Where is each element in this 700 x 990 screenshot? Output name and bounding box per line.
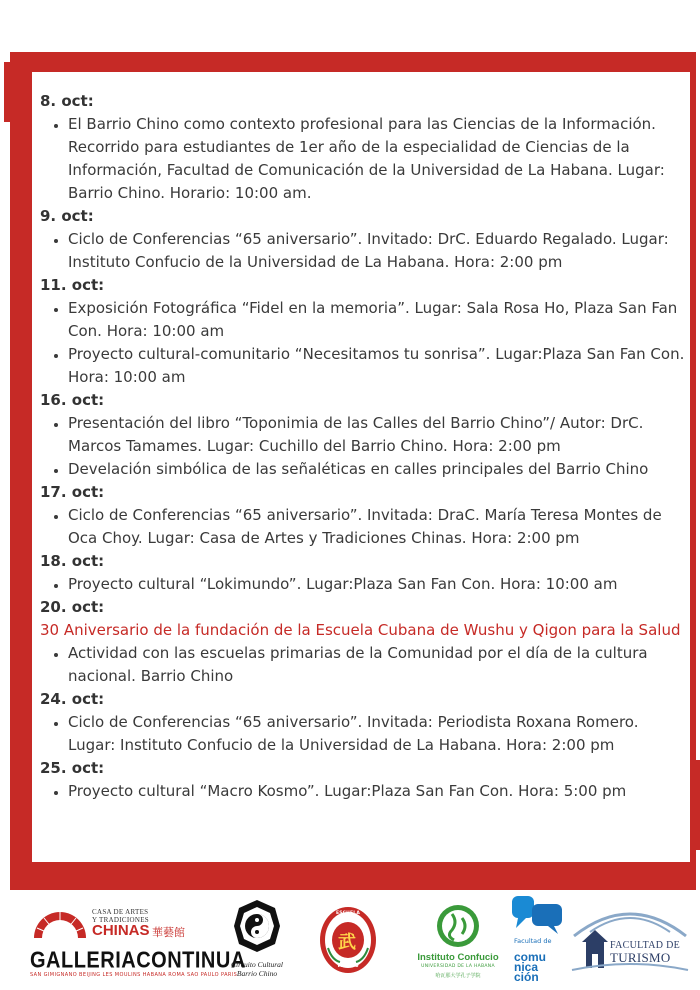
circuito-line2: Barrio Chino xyxy=(236,969,278,978)
day-block xyxy=(40,389,690,481)
confucio-sub: UNIVERSIDAD DE LA HABANA xyxy=(421,964,495,969)
escuela-wushu-logo xyxy=(318,900,378,975)
sponsor-logos xyxy=(0,890,700,990)
event-item: • Ciclo de Conferencias “65 aniversario”. Invitada: Periodista Roxana Romero. Lugar: Instituto Confucio de la Universidad de La Habana. Hora: 2:00 pm xyxy=(68,711,690,757)
event-list xyxy=(40,228,690,274)
event-schedule xyxy=(40,90,690,803)
casa-line1: CASA DE ARTES xyxy=(92,908,149,916)
event-item: • Proyecto cultural-comunitario “Necesitamos tu sonrisa”. Lugar:Plaza San Fan Con. Hora: 10:00 am xyxy=(68,343,690,389)
event-item: • Develación simbólica de las señaléticas en calles principales del Barrio Chino xyxy=(68,458,690,481)
casa-line2: Y TRADICIONES xyxy=(92,916,149,924)
day-date: 9. oct: xyxy=(40,207,94,225)
circuito-line1: Circuito Cultural xyxy=(230,960,284,969)
confucio-emblem-icon xyxy=(436,904,480,948)
event-item: • Ciclo de Conferencias “65 aniversario”. Invitado: DrC. Eduardo Regalado. Lugar: Instituto Confucio de la Universidad de La Habana. Hora: 2:00 pm xyxy=(68,228,690,274)
day-date: 25. oct: xyxy=(40,759,105,777)
comunicacion-big3: ción xyxy=(514,970,539,984)
turismo-line1: FACULTAD DE xyxy=(610,940,681,951)
wushu-glyph: 武 xyxy=(338,932,356,953)
fan-icon xyxy=(30,906,90,940)
day-block xyxy=(40,481,690,550)
bagua-icon xyxy=(232,898,282,954)
event-list xyxy=(40,642,690,688)
day-block xyxy=(40,757,690,803)
event-list xyxy=(40,573,690,596)
casa-chinese: 華藝館 xyxy=(152,926,185,939)
wushu-sub: WUSHU xyxy=(337,963,359,969)
event-list xyxy=(40,412,690,481)
event-item: • Proyecto cultural “Lokimundo”. Lugar:Plaza San Fan Con. Hora: 10:00 am xyxy=(68,573,690,596)
event-item: • Exposición Fotográfica “Fidel en la memoria”. Lugar: Sala Rosa Ho, Plaza San Fan Con. Hora: 10:00 am xyxy=(68,297,690,343)
day-block xyxy=(40,596,690,688)
turismo-emblem-icon xyxy=(570,898,690,978)
circuito-cultural-logo xyxy=(232,898,282,988)
facultad-turismo-logo xyxy=(570,898,690,978)
day-block xyxy=(40,274,690,389)
day-block xyxy=(40,90,690,205)
day-date: 8. oct: xyxy=(40,92,94,110)
galleria-name: GALLERIACONTINUA xyxy=(30,948,246,974)
day-date: 17. oct: xyxy=(40,483,105,501)
casa-name: CHINAS xyxy=(92,922,150,939)
day-date: 18. oct: xyxy=(40,552,105,570)
event-list xyxy=(40,711,690,757)
day-date: 20. oct: xyxy=(40,598,105,616)
day-block xyxy=(40,688,690,757)
wushu-name: ESCUELA CUBANA xyxy=(335,911,361,921)
event-list xyxy=(40,113,690,205)
event-item: • Ciclo de Conferencias “65 aniversario”. Invitada: DraC. María Teresa Montes de Oca Choy. Lugar: Casa de Artes y Tradiciones Chinas. Hora: 2:00 pm xyxy=(68,504,690,550)
day-block xyxy=(40,550,690,596)
event-item: • Proyecto cultural “Macro Kosmo”. Lugar:Plaza San Fan Con. Hora: 5:00 pm xyxy=(68,780,690,803)
confucio-chinese: 哈瓦那大学孔子学院 xyxy=(435,973,481,979)
confucio-name: Instituto Confucio xyxy=(417,952,499,963)
day-date: 16. oct: xyxy=(40,391,105,409)
day-date: 11. oct: xyxy=(40,276,105,294)
galleria-cities: SAN GIMIGNANO BEIJING LES MOULINS HABANA ROMA SAO PAULO PARIS xyxy=(30,972,238,978)
comunicacion-big1: comu xyxy=(514,950,547,964)
speech-bubbles-icon xyxy=(510,894,566,936)
galleria-continua-logo xyxy=(30,948,246,978)
comunicacion-line1: Facultad de xyxy=(514,937,552,945)
day-block xyxy=(40,205,690,274)
event-list xyxy=(40,504,690,550)
turismo-line2: TURISMO xyxy=(610,950,671,965)
event-list xyxy=(40,297,690,389)
event-item: • El Barrio Chino como contexto profesional para las Ciencias de la Información. Recorrido para estudiantes de 1er año de la especialidad de Ciencias de la Información, Facultad de Comunicación de la Universidad de La Habana. Lugar: Barrio Chino. Horario: 10:00 am. xyxy=(68,113,690,205)
day-date: 24. oct: xyxy=(40,690,105,708)
facultad-comunicacion-logo xyxy=(510,894,570,982)
comunicacion-big2: nica xyxy=(514,960,539,974)
instituto-confucio-logo xyxy=(408,900,508,980)
anniversary-highlight: 30 Aniversario de la fundación de la Escuela Cubana de Wushu y Qigon para la Salud xyxy=(40,621,681,639)
event-list xyxy=(40,780,690,803)
event-item: • Presentación del libro “Toponimia de las Calles del Barrio Chino”/ Autor: DrC. Marcos Tamames. Lugar: Cuchillo del Barrio Chino. Hora: 2:00 pm xyxy=(68,412,690,458)
event-item: • Actividad con las escuelas primarias de la Comunidad por el día de la cultura nacional. Barrio Chino xyxy=(68,642,690,688)
casa-artes-tradiciones-chinas-logo xyxy=(30,906,210,942)
